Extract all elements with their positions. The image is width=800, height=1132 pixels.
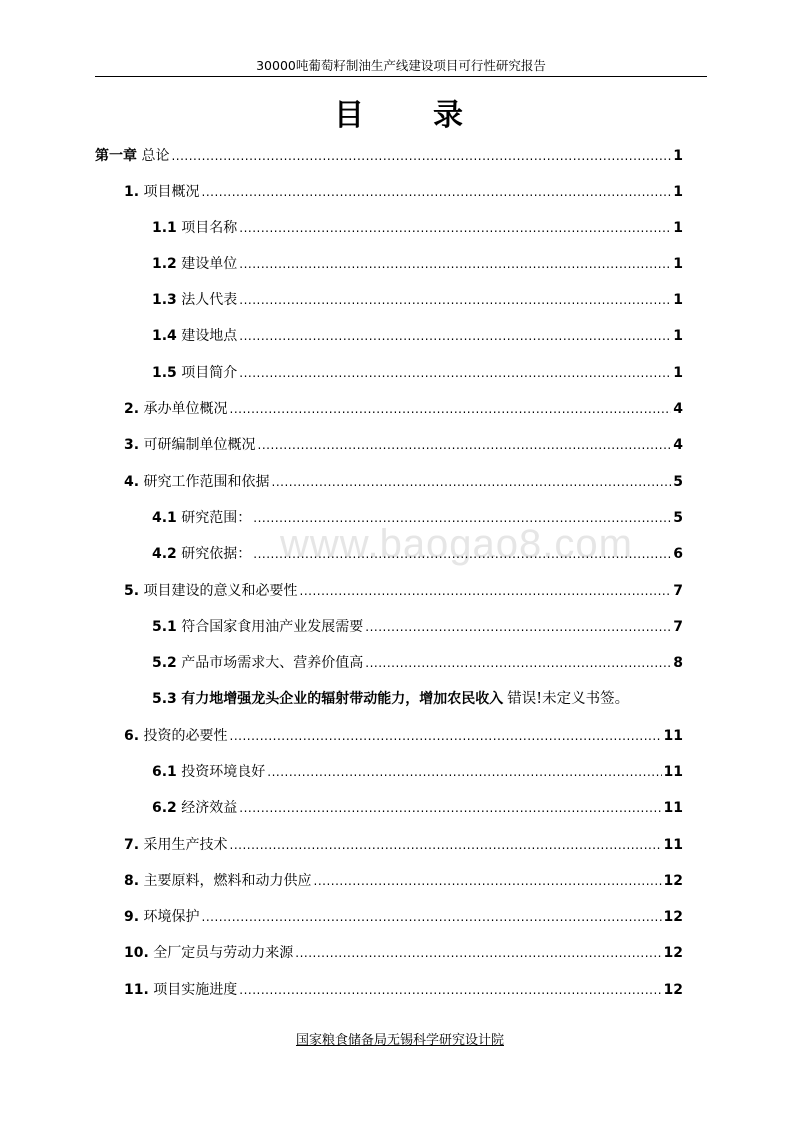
toc-entry-text: 研究范围： <box>181 510 252 526</box>
toc-entry-text: 研究工作范围和依据 <box>143 474 270 490</box>
toc-leader-dots <box>239 797 661 819</box>
toc-leader-dots <box>267 761 661 783</box>
toc-entry[interactable] <box>152 289 683 311</box>
toc-entry-page: 1 <box>673 328 683 344</box>
toc-entry-number: 1.3 <box>152 292 177 308</box>
toc-leader-dots <box>171 145 671 167</box>
toc-entry[interactable] <box>152 543 683 565</box>
running-header: 30000吨葡萄籽制油生产线建设项目可行性研究报告 <box>256 58 546 73</box>
toc-entry-text: 项目概况 <box>143 184 200 200</box>
toc-entry-text: 可研编制单位概况 <box>143 437 256 453</box>
toc-entry-number: 4.1 <box>152 510 177 526</box>
toc-entry[interactable] <box>152 616 683 638</box>
header-rule <box>95 76 707 77</box>
toc-entry-number: 9. <box>124 909 140 925</box>
toc-entry-text: 建设单位 <box>181 256 238 272</box>
toc-entry-number: 11. <box>124 982 149 998</box>
toc-entry[interactable] <box>152 362 683 384</box>
toc-entry-page: 5 <box>673 510 683 526</box>
toc-entry-text: 建设地点 <box>181 328 238 344</box>
toc-entry-number: 第一章 <box>95 148 137 164</box>
toc-entry-page: 1 <box>673 256 683 272</box>
toc-entry-text: 有力地增强龙头企业的辐射带动能力，增加农民收入 <box>181 691 504 707</box>
toc-entry[interactable] <box>124 580 683 602</box>
toc-leader-dots <box>253 543 671 565</box>
toc-entry-text: 项目简介 <box>181 365 238 381</box>
toc-entry[interactable] <box>152 253 683 275</box>
toc-entry-page: 1 <box>673 365 683 381</box>
toc-entry-number: 5.3 <box>152 691 177 707</box>
toc-entry-page: 1 <box>673 220 683 236</box>
toc-entry-number: 5. <box>124 583 140 599</box>
toc-entry[interactable] <box>124 398 683 420</box>
toc-entry[interactable] <box>124 181 683 203</box>
toc-leader-dots <box>295 942 661 964</box>
toc-entry-page: 6 <box>673 546 683 562</box>
toc-leader-dots <box>202 906 662 928</box>
toc-entry-page: 12 <box>663 909 683 925</box>
toc-entry-text: 产品市场需求大、营养价值高 <box>181 655 364 671</box>
toc-bookmark-error: 错误!未定义书签。 <box>507 691 630 707</box>
toc-entry-page: 12 <box>663 982 683 998</box>
footer-institution: 国家粮食储备局无锡科学研究设计院 <box>295 1033 504 1048</box>
toc-entry-page: 1 <box>673 148 683 164</box>
toc-entry[interactable] <box>152 217 683 239</box>
toc-entry[interactable] <box>152 325 683 347</box>
toc-entry-text: 投资环境良好 <box>181 764 266 780</box>
toc-entry-page: 4 <box>673 437 683 453</box>
watermark: www.baogao8.com <box>280 522 633 566</box>
toc-entry-page: 12 <box>663 873 683 889</box>
toc-leader-dots <box>365 652 671 674</box>
toc-entry[interactable] <box>152 688 692 710</box>
toc-entry-number: 3. <box>124 437 140 453</box>
toc-entry-page: 11 <box>663 837 683 853</box>
toc-leader-dots <box>230 398 672 420</box>
running-footer <box>0 1030 800 1052</box>
toc-leader-dots <box>202 181 672 203</box>
toc-entry-text: 项目建设的意义和必要性 <box>143 583 298 599</box>
toc-entry-page: 7 <box>673 619 683 635</box>
toc-leader-dots <box>239 217 671 239</box>
toc-entry-number: 2. <box>124 401 140 417</box>
toc-entry-text: 承办单位概况 <box>143 401 228 417</box>
toc-entry-page: 11 <box>663 728 683 744</box>
toc-entry-number: 5.2 <box>152 655 177 671</box>
toc-leader-dots <box>239 253 671 275</box>
toc-entry[interactable] <box>124 434 683 456</box>
toc-entry-page: 12 <box>663 945 683 961</box>
toc-entry-number: 1.2 <box>152 256 177 272</box>
toc-entry-text: 投资的必要性 <box>143 728 228 744</box>
toc-title: 目 录 <box>334 98 466 133</box>
toc-entry[interactable] <box>124 870 683 892</box>
toc-entry-number: 10. <box>124 945 149 961</box>
toc-entry-page: 4 <box>673 401 683 417</box>
toc-entry-text: 项目名称 <box>181 220 238 236</box>
toc-entry-number: 6.1 <box>152 764 177 780</box>
toc-entry-number: 1.1 <box>152 220 177 236</box>
toc-leader-dots <box>239 325 671 347</box>
toc-entry-number: 7. <box>124 837 140 853</box>
toc-entry[interactable] <box>124 942 683 964</box>
toc-entry[interactable] <box>152 761 683 783</box>
toc-leader-dots <box>253 507 671 529</box>
toc-entry-text: 环境保护 <box>143 909 200 925</box>
toc-entry[interactable] <box>152 797 683 819</box>
toc-entry-number: 4.2 <box>152 546 177 562</box>
toc-entry-page: 11 <box>663 764 683 780</box>
toc-entry-number: 6. <box>124 728 140 744</box>
toc-entry[interactable] <box>152 652 683 674</box>
toc-entry-number: 4. <box>124 474 140 490</box>
toc-entry-page: 11 <box>663 800 683 816</box>
toc-entry-page: 7 <box>673 583 683 599</box>
toc-leader-dots <box>314 870 662 892</box>
toc-entry-text: 法人代表 <box>181 292 238 308</box>
toc-leader-dots <box>272 471 672 493</box>
toc-entry-page: 1 <box>673 184 683 200</box>
toc-leader-dots <box>365 616 671 638</box>
toc-entry-text: 符合国家食用油产业发展需要 <box>181 619 364 635</box>
toc-entry-text: 经济效益 <box>181 800 238 816</box>
toc-entry-text: 总论 <box>141 148 170 164</box>
toc-entry-text: 采用生产技术 <box>143 837 228 853</box>
toc-entry-number: 5.1 <box>152 619 177 635</box>
toc-leader-dots <box>239 362 671 384</box>
toc-entry-number: 1. <box>124 184 140 200</box>
toc-entry-number: 1.5 <box>152 365 177 381</box>
toc-entry[interactable] <box>152 507 683 529</box>
toc-entry-text: 全厂定员与劳动力来源 <box>153 945 294 961</box>
toc-leader-dots <box>258 434 672 456</box>
toc-entry-number: 8. <box>124 873 140 889</box>
toc-entry[interactable] <box>124 725 683 747</box>
toc-entry-page: 5 <box>673 474 683 490</box>
toc-leader-dots <box>230 725 662 747</box>
toc-entry-number: 1.4 <box>152 328 177 344</box>
toc-entry-text: 项目实施进度 <box>153 982 238 998</box>
toc-entry-page: 8 <box>673 655 683 671</box>
toc-entry[interactable] <box>124 471 683 493</box>
toc-entry[interactable] <box>124 834 683 856</box>
toc-entry[interactable] <box>124 979 683 1001</box>
toc-entry-text: 主要原料，燃料和动力供应 <box>143 873 312 889</box>
toc-leader-dots <box>300 580 672 602</box>
toc-leader-dots <box>230 834 662 856</box>
toc-entry[interactable] <box>124 906 683 928</box>
toc-leader-dots <box>239 979 661 1001</box>
toc-entry[interactable] <box>95 145 683 167</box>
toc-leader-dots <box>239 289 671 311</box>
toc-entry-number: 6.2 <box>152 800 177 816</box>
toc-entry-text: 研究依据： <box>181 546 252 562</box>
toc-entry-page: 1 <box>673 292 683 308</box>
